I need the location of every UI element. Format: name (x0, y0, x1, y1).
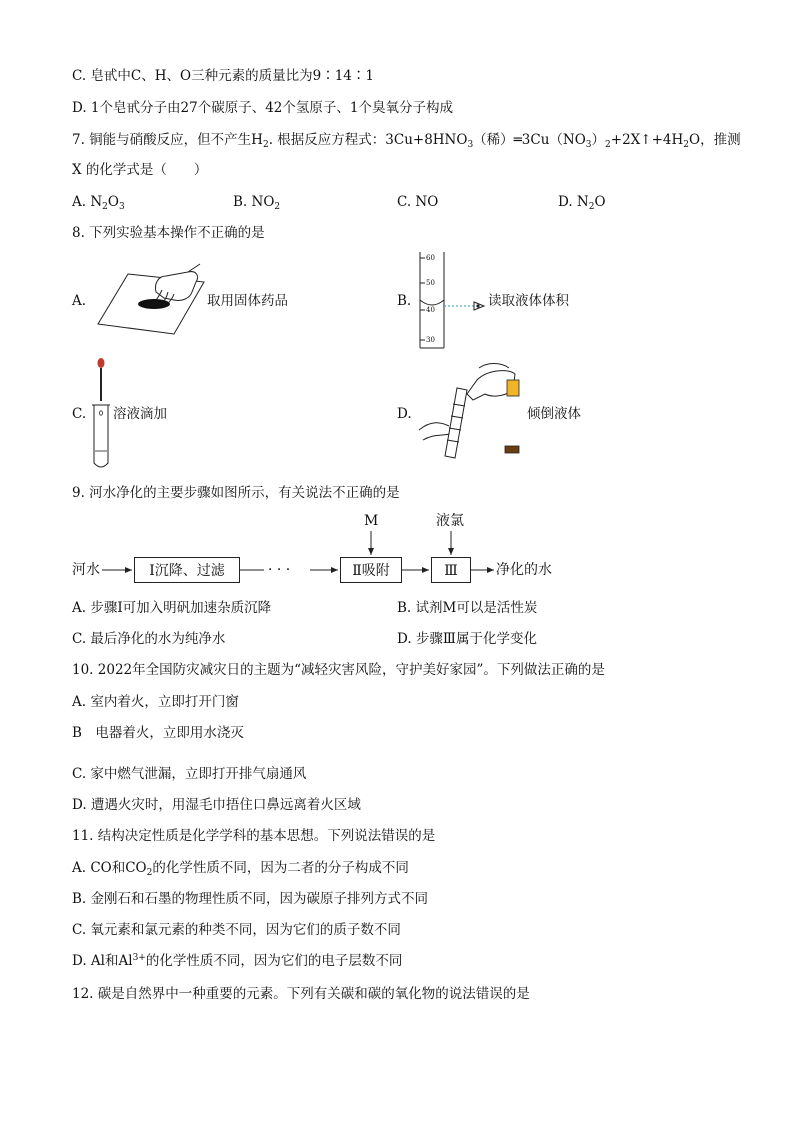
q9-stem: 9. 河水净化的主要步骤如图所示，有关说法不正确的是 (72, 485, 400, 501)
q8-option-a-letter: A. (72, 293, 87, 309)
q7-option-c: C. NO (397, 194, 439, 210)
q7-stem: 7. 铜能与硝酸反应，但不产生$H_2$. 根据反应方程式：$3Cu+8HNO_3$（稀）$═3Cu(NO_3)_2+2X↑+4H_2O$，推测 (72, 132, 741, 150)
q11-option-d: D. Al和$Al^{3+}$的化学性质不同，因为它们的电子层数不同 (72, 953, 403, 969)
q8-b-tick-50: 50 (426, 279, 435, 287)
q9-flow-start: 河水 (72, 562, 100, 578)
q8-option-c-text: 溶液滴加 (113, 406, 167, 422)
q11-option-a: A. CO和$CO_2$的化学性质不同，因为二者的分子构成不同 (72, 860, 409, 878)
q8-option-c-letter: C. (72, 406, 87, 422)
q9-flow-m-label: M (364, 513, 379, 529)
q8-option-a-text: 取用固体药品 (207, 293, 288, 309)
q8-stem: 8. 下列实验基本操作不正确的是 (72, 225, 265, 241)
q7-stem-line2: X 的化学式是（ ） (72, 162, 208, 178)
q11-option-b: B. 金刚石和石墨的物理性质不同，因为碳原子排列方式不同 (72, 891, 429, 907)
q9-option-a: A. 步骤Ⅰ可加入明矾加速杂质沉降 (72, 600, 272, 616)
q9-option-d: D. 步骤Ⅲ属于化学变化 (397, 631, 537, 647)
q10-option-c: C. 家中燃气泄漏，立即打开排气扇通风 (72, 766, 307, 782)
q9-flow-chlorine-label: 液氯 (436, 513, 464, 529)
q8-option-d-text: 倾倒液体 (527, 406, 581, 422)
q9-option-c: C. 最后净化的水为纯净水 (72, 631, 226, 647)
q9-flow-box-3: Ⅲ (431, 557, 471, 583)
q10-option-a: A. 室内着火，立即打开门窗 (72, 694, 239, 710)
q8-b-tick-60: 60 (426, 254, 435, 262)
q9-flow-box-2: Ⅱ吸附 (340, 557, 402, 583)
q9-flow-end: 净化的水 (496, 562, 552, 578)
q9-flow-box-1: Ⅰ沉降、过滤 (134, 557, 240, 583)
q9-flow-dots: · · · (268, 562, 291, 578)
q6-option-c: C. 皂甙中C、H、O三种元素的质量比为9∶14∶1 (72, 68, 374, 84)
q8-b-tick-30: 30 (426, 336, 435, 344)
q10-stem: 10. 2022年全国防灾减灾日的主题为“减轻灾害风险，守护美好家园”。下列做法正确的是 (72, 662, 605, 678)
q8-option-b-text: 读取液体体积 (488, 293, 569, 309)
q8-b-tick-40: 40 (426, 306, 435, 314)
q7-option-b: B. $NO_2$ (233, 194, 281, 212)
q9-option-b: B. 试剂M可以是活性炭 (397, 600, 538, 616)
q7-option-d: D. $N_2O$ (558, 194, 606, 212)
q8-option-b-letter: B. (397, 293, 412, 309)
q11-option-c: C. 氧元素和氯元素的种类不同，因为它们的质子数不同 (72, 922, 401, 938)
q10-option-d: D. 遭遇火灾时，用湿毛巾捂住口鼻远离着火区域 (72, 797, 361, 813)
q7-option-a: A. $N_2O_3$ (72, 194, 125, 212)
q10-option-b: B 电器着火，立即用水浇灭 (72, 725, 244, 741)
q12-stem: 12. 碳是自然界中一种重要的元素。下列有关碳和碳的氧化物的说法错误的是 (72, 986, 530, 1002)
q6-option-d: D. 1个皂甙分子由27个碳原子、42个氢原子、1个臭氧分子构成 (72, 100, 453, 116)
q8-option-d-letter: D. (397, 406, 412, 422)
q11-stem: 11. 结构决定性质是化学学科的基本思想。下列说法错误的是 (72, 828, 436, 844)
